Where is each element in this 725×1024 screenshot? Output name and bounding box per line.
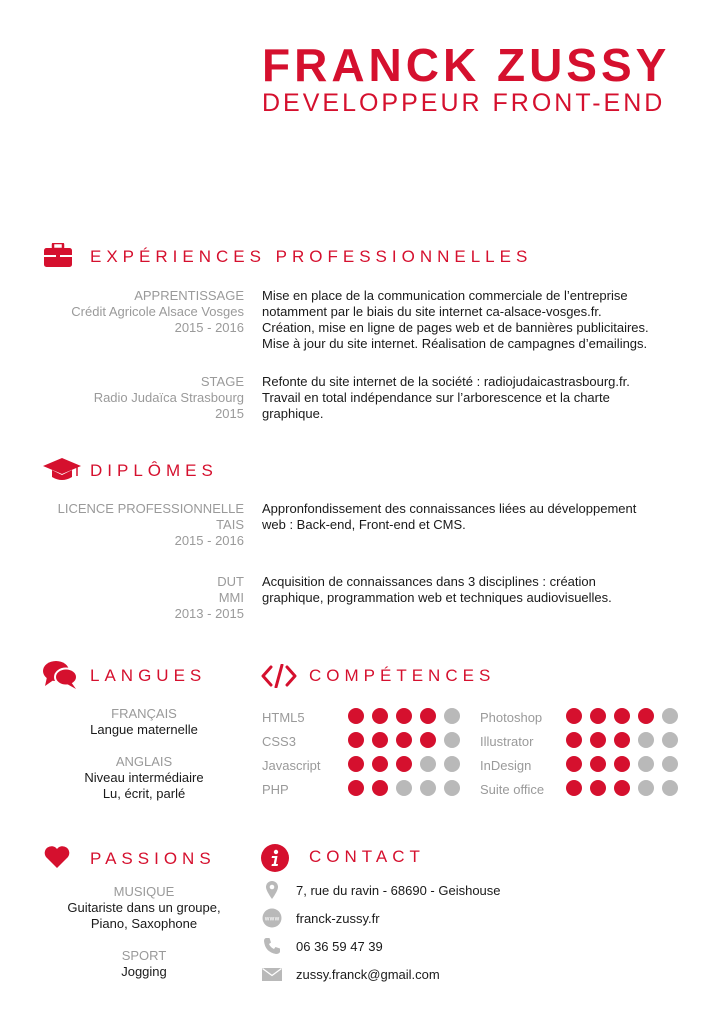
description-line: web : Back-end, Front-end et CMS. (262, 517, 466, 532)
description-line: Refonte du site internet de la société : radiojudaicastrasbourg.fr. (262, 374, 630, 389)
rating-dot-filled (372, 756, 388, 772)
diploma-meta-1 (0, 501, 244, 549)
rating-dot-filled (420, 708, 436, 724)
rating-dot-empty (444, 732, 460, 748)
experience-meta-2 (0, 374, 244, 422)
rating-dot-filled (614, 708, 630, 724)
skill-name: HTML5 (262, 710, 305, 725)
experience-company: Crédit Agricole Alsace Vosges (71, 304, 244, 319)
rating-dot-filled (638, 708, 654, 724)
rating-dot-empty (396, 780, 412, 796)
rating-dot-empty (662, 780, 678, 796)
rating-dot-filled (614, 732, 630, 748)
diplomes-title: DIPLÔMES (90, 461, 218, 480)
rating-dot-filled (590, 756, 606, 772)
rating-dot-filled (566, 756, 582, 772)
contact-title: CONTACT (309, 847, 425, 866)
job-title: DEVELOPPEUR FRONT-END (262, 89, 666, 117)
skill-row (480, 756, 678, 776)
passion-detail: Jogging (121, 964, 167, 979)
langues-title: LANGUES (90, 666, 207, 685)
rating-dot-filled (372, 708, 388, 724)
heart-icon (44, 846, 70, 868)
skill-name: PHP (262, 782, 289, 797)
skill-name: Illustrator (480, 734, 534, 749)
name-heading: FRANCK ZUSSY (262, 39, 671, 91)
skill-name: Photoshop (480, 710, 543, 725)
experience-date: 2015 (215, 406, 244, 421)
experience-role: APPRENTISSAGE (134, 288, 244, 303)
rating-dot-empty (444, 756, 460, 772)
experience-date: 2015 - 2016 (174, 320, 244, 335)
language-name: ANGLAIS (115, 754, 173, 769)
diploma-description-2 (262, 574, 707, 606)
location-pin-icon (262, 880, 282, 900)
passions-title: PASSIONS (90, 849, 216, 868)
rating-dot-filled (420, 732, 436, 748)
passion-name: SPORT (121, 948, 167, 963)
diploma-sub: TAIS (216, 517, 244, 532)
skill-name: Javascript (262, 758, 321, 773)
briefcase-icon (44, 243, 72, 267)
rating-dot-filled (396, 756, 412, 772)
skill-row (480, 708, 678, 728)
language-name: FRANÇAIS (111, 706, 177, 721)
skill-name: CSS3 (262, 734, 296, 749)
skill-name: InDesign (480, 758, 532, 773)
rating-dot-filled (348, 756, 364, 772)
rating-dot-empty (638, 780, 654, 796)
experience-description-2 (262, 374, 707, 422)
description-line: Mise en place de la communication commerciale de l’entreprise (262, 288, 628, 303)
rating-dot-filled (614, 756, 630, 772)
skill-row (262, 732, 460, 752)
language-anglais (44, 754, 244, 802)
description-line: Création, mise en ligne de pages web et de bannières publicitaires. (262, 320, 649, 335)
passion-sport (44, 948, 244, 980)
diploma-date: 2013 - 2015 (174, 606, 244, 621)
phone-icon (262, 936, 282, 956)
rating-dot-empty (444, 708, 460, 724)
rating-dot-filled (590, 732, 606, 748)
passion-detail: Guitariste dans un groupe, (67, 900, 221, 915)
skill-rating (566, 780, 678, 796)
contact-text[interactable]: franck-zussy.fr (296, 911, 380, 926)
rating-dot-filled (348, 708, 364, 724)
skill-name: Suite office (480, 782, 545, 797)
rating-dot-empty (420, 780, 436, 796)
rating-dot-filled (396, 708, 412, 724)
contact-text: 06 36 59 47 39 (296, 939, 383, 954)
rating-dot-empty (662, 708, 678, 724)
skill-rating (348, 780, 460, 796)
rating-dot-filled (614, 780, 630, 796)
contact-email[interactable] (262, 964, 562, 986)
description-line: Appronfondissement des connaissances liées au développement (262, 501, 637, 516)
skill-row (262, 708, 460, 728)
description-line: graphique. (262, 406, 324, 421)
language-level: Niveau intermédiaire (84, 770, 204, 785)
passion-name: MUSIQUE (113, 884, 175, 899)
skill-rating (566, 708, 678, 724)
contact-address (262, 880, 562, 902)
globe-icon (262, 908, 282, 928)
description-line: notamment par le biais du site internet ca-alsace-vosges.fr. (262, 304, 602, 319)
language-level: Langue maternelle (90, 722, 198, 737)
diploma-name: LICENCE PROFESSIONNELLE (57, 501, 244, 516)
rating-dot-empty (420, 756, 436, 772)
rating-dot-filled (566, 708, 582, 724)
description-line: Mise à jour du site internet. Réalisation de campagnes d’emailings. (262, 336, 648, 351)
experiences-title: EXPÉRIENCES PROFESSIONNELLES (90, 247, 533, 266)
skill-rating (348, 732, 460, 748)
envelope-icon (262, 964, 282, 984)
skill-row (480, 732, 678, 752)
language-detail: Lu, écrit, parlé (102, 786, 186, 801)
graduation-cap-icon (43, 458, 81, 482)
speech-bubbles-icon (43, 660, 77, 690)
skill-row (480, 780, 678, 800)
skill-row (262, 780, 460, 800)
passion-musique (44, 884, 244, 932)
description-line: Travail en total indépendance sur l’arborescence et la charte (262, 390, 610, 405)
experience-meta-1 (0, 288, 244, 336)
info-icon (261, 844, 289, 872)
diploma-description-1 (262, 501, 707, 533)
experience-role: STAGE (200, 374, 244, 389)
description-line: Acquisition de connaissances dans 3 disciplines : création (262, 574, 596, 589)
skill-rating (348, 708, 460, 724)
skill-rating (348, 756, 460, 772)
description-line: graphique, programmation web et techniques audiovisuelles. (262, 590, 612, 605)
skill-row (262, 756, 460, 776)
rating-dot-empty (638, 756, 654, 772)
skill-rating (566, 756, 678, 772)
competences-title: COMPÉTENCES (309, 666, 496, 685)
rating-dot-filled (590, 780, 606, 796)
experience-company: Radio Judaïca Strasbourg (93, 390, 244, 405)
rating-dot-empty (662, 732, 678, 748)
contact-text: 7, rue du ravin - 68690 - Geishouse (296, 883, 501, 898)
rating-dot-empty (662, 756, 678, 772)
diploma-meta-2 (0, 574, 244, 622)
experience-description-1 (262, 288, 707, 352)
rating-dot-filled (566, 780, 582, 796)
rating-dot-empty (444, 780, 460, 796)
diploma-date: 2015 - 2016 (174, 533, 244, 548)
rating-dot-filled (590, 708, 606, 724)
passion-detail: Piano, Saxophone (90, 916, 198, 931)
rating-dot-filled (372, 780, 388, 796)
rating-dot-filled (372, 732, 388, 748)
contact-text[interactable]: zussy.franck@gmail.com (296, 967, 440, 982)
rating-dot-empty (638, 732, 654, 748)
contact-website[interactable] (262, 908, 562, 930)
svg-text:www: www (264, 915, 280, 923)
contact-phone (262, 936, 562, 958)
diploma-name: DUT (217, 574, 244, 589)
diploma-sub: MMI (218, 590, 244, 605)
rating-dot-filled (396, 732, 412, 748)
rating-dot-filled (348, 732, 364, 748)
rating-dot-filled (566, 732, 582, 748)
code-brackets-icon (261, 664, 297, 688)
skill-rating (566, 732, 678, 748)
language-francais (44, 706, 244, 738)
rating-dot-filled (348, 780, 364, 796)
